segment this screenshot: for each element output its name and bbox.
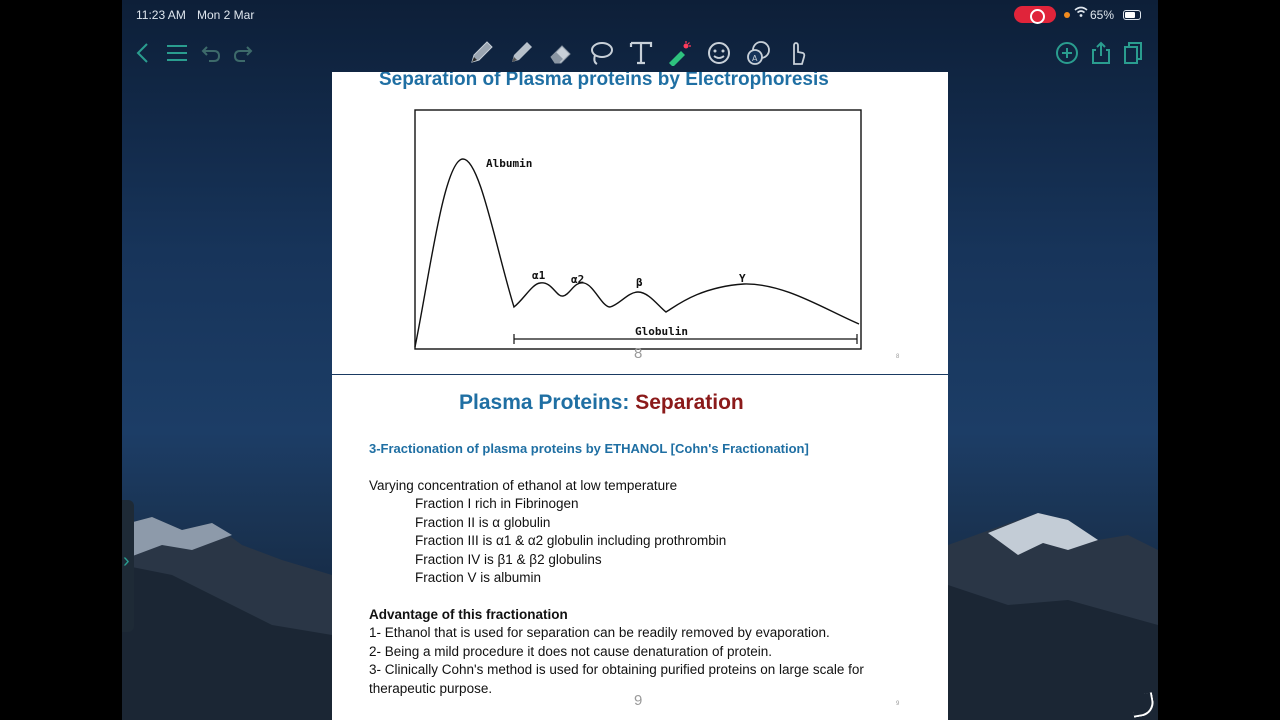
share-icon[interactable]: [1088, 40, 1114, 66]
menu-icon[interactable]: [164, 40, 190, 66]
add-page-icon[interactable]: [1054, 40, 1080, 66]
status-bar: [122, 0, 1158, 30]
slide-page-8: [332, 72, 948, 374]
fraction-line: Fraction III is α1 & α2 globulin including prothrombin: [415, 533, 727, 548]
undo-icon[interactable]: [198, 40, 224, 66]
hand-icon[interactable]: [784, 40, 810, 66]
advantage-line: therapeutic purpose.: [369, 681, 493, 696]
screen-recording-indicator[interactable]: [1014, 6, 1056, 23]
fraction-line: Fraction II is α globulin: [415, 515, 551, 530]
translate-icon[interactable]: [746, 40, 772, 66]
text-icon[interactable]: [628, 40, 654, 66]
fraction-line: Fraction IV is β1 & β2 globulins: [415, 552, 602, 567]
fraction-line: Fraction I rich in Fibrinogen: [415, 496, 579, 511]
title-part-blue: Plasma Proteins:: [459, 391, 636, 414]
redo-icon[interactable]: [230, 40, 256, 66]
sidebar-toggle[interactable]: [122, 500, 134, 632]
title-part-red: Separation: [635, 391, 744, 414]
sticker-icon[interactable]: [706, 40, 732, 66]
lasso-icon[interactable]: [588, 40, 614, 66]
back-icon[interactable]: [130, 40, 156, 66]
chart-frame: [415, 110, 861, 349]
peak-label-alpha1: α1: [532, 269, 546, 282]
page-number: 9: [634, 692, 643, 709]
mic-indicator-icon: [1064, 12, 1070, 18]
electrophoresis-curve: [415, 159, 859, 347]
page-number-small: 8: [896, 354, 900, 360]
peak-label-beta: β: [636, 276, 643, 289]
status-time: 11:23 AM: [136, 8, 186, 22]
page-number: 8: [634, 345, 643, 362]
svg-text:A: A: [752, 54, 758, 63]
mountain-background-right: [948, 505, 1158, 720]
slide-subtitle: 3-Fractionation of plasma proteins by ETHANOL [Cohn's Fractionation]: [369, 441, 809, 456]
slide-title-electrophoresis: Separation of Plasma proteins by Electrophoresis: [379, 72, 829, 90]
wifi-icon: [1074, 6, 1088, 21]
slide-page-9: [332, 375, 948, 720]
advantage-line: 3- Clinically Cohn's method is used for obtaining purified proteins on large scale for: [369, 662, 864, 677]
laser-pointer-icon[interactable]: [666, 40, 692, 66]
page-number-small: 9: [896, 701, 900, 707]
ipad-screen: [122, 0, 1158, 720]
advantage-line: 1- Ethanol that is used for separation can be readily removed by evaporation.: [369, 625, 830, 640]
battery-icon: [1123, 10, 1141, 20]
pencil-icon[interactable]: [508, 40, 534, 66]
eraser-icon[interactable]: [548, 40, 574, 66]
battery-percentage: 65%: [1090, 8, 1115, 22]
slide-title-plasma-proteins: [459, 391, 744, 415]
advantage-line: 2- Being a mild procedure it does not cause denaturation of protein.: [369, 644, 773, 659]
electrophoresis-chart: [414, 109, 862, 350]
pen-icon[interactable]: [468, 40, 494, 66]
peak-label-gamma: Y: [739, 272, 746, 285]
peak-label-alpha2: α2: [571, 273, 585, 286]
annotation-toolbar: [122, 32, 1158, 72]
status-date: Mon 2 Mar: [197, 8, 255, 22]
bracket-label-globulin: Globulin: [635, 325, 688, 338]
peak-label-albumin: Albumin: [486, 157, 533, 170]
pages-icon[interactable]: [1120, 40, 1146, 66]
fraction-line: Fraction V is albumin: [415, 570, 542, 585]
intro-text: Varying concentration of ethanol at low temperature: [369, 478, 678, 493]
advantage-heading: Advantage of this fractionation: [369, 607, 568, 622]
mountain-background-left: [122, 505, 332, 720]
chevron-right-icon: ›: [123, 550, 130, 572]
